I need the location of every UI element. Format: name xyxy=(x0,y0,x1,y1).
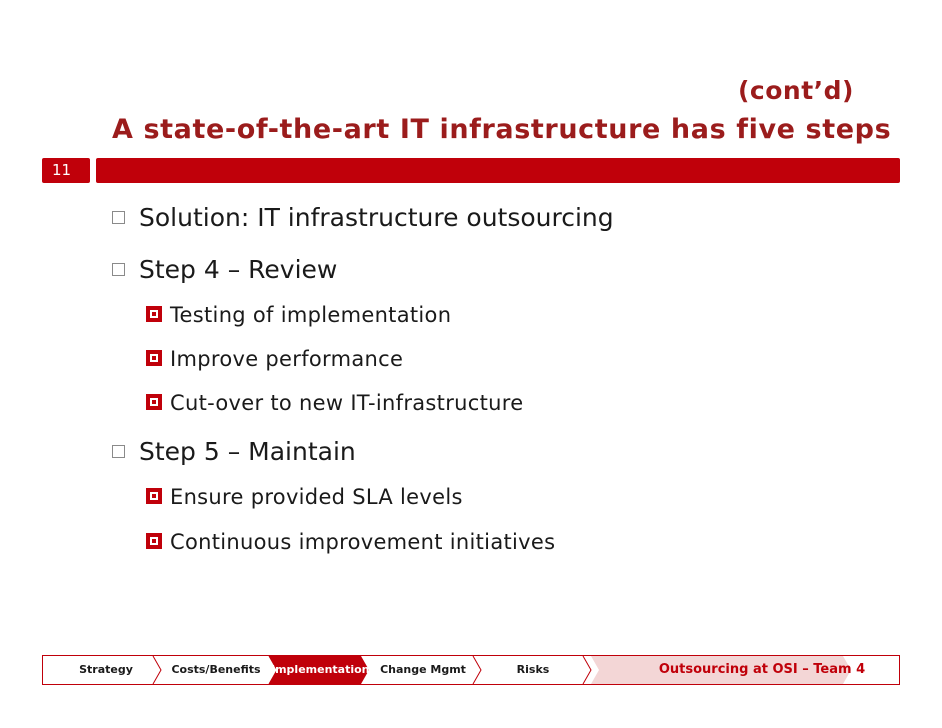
footer-brand: Outsourcing at OSI – Team 4 xyxy=(658,662,866,677)
bullet-item xyxy=(112,255,337,284)
checkbox-bullet-icon xyxy=(112,263,125,276)
bullet-text: Ensure provided SLA levels xyxy=(170,485,463,509)
footer-nav-bar xyxy=(42,655,900,685)
nav-item-strategy[interactable]: Strategy xyxy=(79,663,133,676)
slide-title-cont: (cont’d) xyxy=(738,76,854,105)
square-bullet-icon xyxy=(146,350,162,366)
slide-number: 11 xyxy=(42,158,90,183)
bullet-text: Improve performance xyxy=(170,347,404,371)
bullet-item xyxy=(112,203,614,232)
bullet-text: Testing of implementation xyxy=(170,303,452,327)
checkbox-bullet-icon xyxy=(112,211,125,224)
square-bullet-icon xyxy=(146,306,162,322)
nav-item-risks[interactable]: Risks xyxy=(516,663,550,676)
bullet-text: Solution: IT infrastructure outsourcing xyxy=(139,203,614,232)
sub-bullet-item xyxy=(146,303,451,327)
bullet-text: Cut-over to new IT-infrastructure xyxy=(170,391,524,415)
sub-bullet-item xyxy=(146,485,463,509)
nav-item-implementation[interactable]: Implementation xyxy=(271,663,370,676)
nav-item-change-mgmt[interactable]: Change Mgmt xyxy=(380,663,466,676)
square-bullet-icon xyxy=(146,533,162,549)
title-bar xyxy=(96,158,900,183)
square-bullet-icon xyxy=(146,488,162,504)
sub-bullet-item xyxy=(146,347,403,371)
nav-item-costs-benefits[interactable]: Costs/Benefits xyxy=(171,663,261,676)
bullet-item xyxy=(112,437,356,466)
nav-chevron-4 xyxy=(473,656,481,684)
nav-chevron-1 xyxy=(153,656,161,684)
sub-bullet-item xyxy=(146,530,555,554)
nav-chevron-5 xyxy=(583,656,591,684)
sub-bullet-item xyxy=(146,391,523,415)
checkbox-bullet-icon xyxy=(112,445,125,458)
bullet-text: Step 5 – Maintain xyxy=(139,437,356,466)
square-bullet-icon xyxy=(146,394,162,410)
bullet-text: Step 4 – Review xyxy=(139,255,338,284)
bullet-text: Continuous improvement initiatives xyxy=(170,530,556,554)
slide-title: A state-of-the-art IT infrastructure has five steps xyxy=(112,114,892,145)
